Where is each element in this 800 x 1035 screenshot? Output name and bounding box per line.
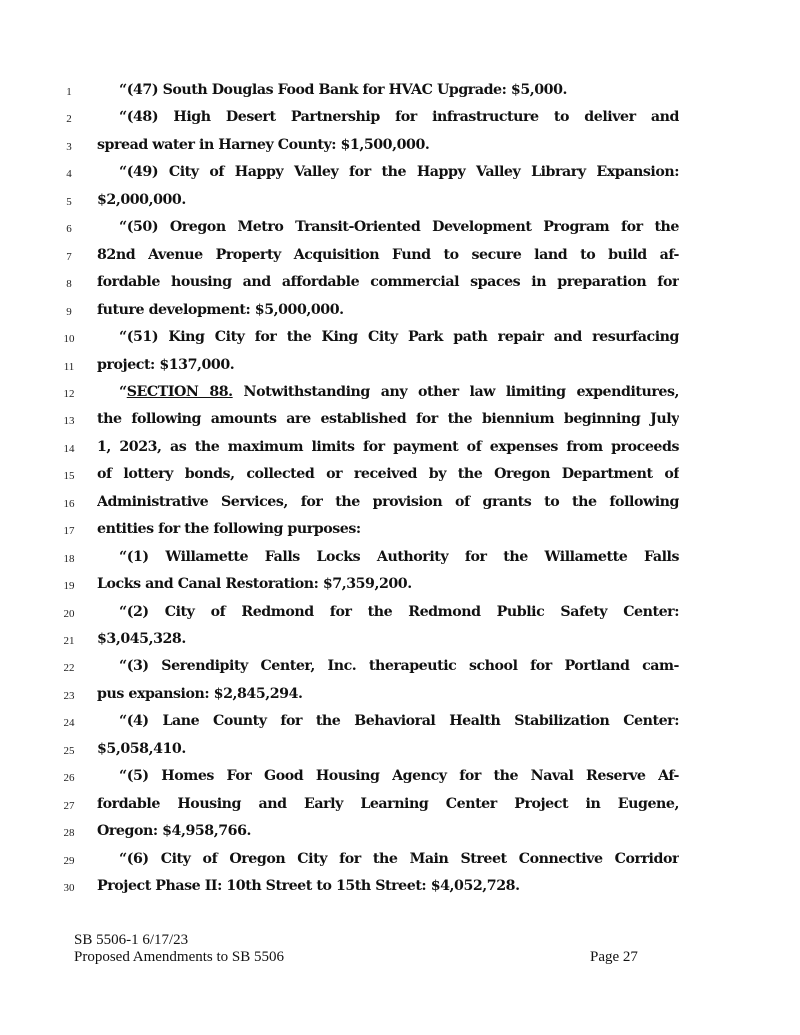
- line-number: 15: [63, 470, 75, 483]
- line-text: fordable Housing and Early Learning Center Project in Eugene,: [97, 795, 679, 812]
- line-number: 14: [63, 442, 75, 455]
- line-text: “(47) South Douglas Food Bank for HVAC Upgrade: $5,000.: [119, 82, 567, 98]
- footer-page-number: Page 27: [590, 949, 638, 965]
- line-text: Project Phase II: 10th Street to 15th Street: $4,052,728.: [97, 878, 520, 895]
- open-quote: “: [119, 383, 127, 400]
- line-number: 3: [66, 140, 72, 153]
- line-number: 1: [66, 86, 72, 98]
- document-line: [0, 490, 800, 517]
- line-number: 5: [66, 195, 72, 208]
- line-text: 1, 2023, as the maximum limits for payment of expenses from proceeds: [97, 438, 679, 455]
- line-number: 24: [63, 717, 75, 730]
- line-text: the following amounts are established for the biennium beginning July: [97, 411, 679, 428]
- line-number: 6: [66, 223, 72, 236]
- line-text: “(1) Willamette Falls Locks Authority for the Willamette Falls: [119, 548, 679, 565]
- line-number: 17: [63, 525, 75, 538]
- line-text: project: $137,000.: [97, 356, 235, 373]
- line-number: 2: [66, 113, 72, 126]
- line-text: fordable housing and affordable commercial spaces in preparation for: [97, 274, 679, 291]
- document-line: [0, 572, 800, 599]
- line-number: 7: [66, 250, 72, 263]
- line-text: 82nd Avenue Property Acquisition Fund to secure land to build af-: [97, 246, 679, 263]
- line-text: Locks and Canal Restoration: $7,359,200.: [97, 576, 412, 593]
- line-number: 28: [63, 827, 75, 840]
- document-line: [0, 133, 800, 160]
- document-line: [0, 353, 800, 380]
- document-line: [0, 435, 800, 462]
- line-text: “(48) High Desert Partnership for infrastructure to deliver and: [119, 109, 679, 126]
- document-line: [0, 847, 800, 874]
- document-line: [0, 380, 800, 407]
- document-line: [0, 709, 800, 736]
- line-number: 4: [66, 168, 72, 181]
- line-number: 16: [63, 497, 75, 510]
- line-text: “(6) City of Oregon City for the Main Street Connective Corridor: [119, 850, 679, 867]
- line-number: 10: [63, 333, 75, 346]
- line-number: 25: [63, 744, 75, 757]
- footer-title: Proposed Amendments to SB 5506: [74, 949, 285, 965]
- document-line: [0, 682, 800, 709]
- line-text: of lottery bonds, collected or received by the Oregon Department of: [97, 466, 679, 483]
- section-text: Notwithstanding any other law limiting expenditures,: [232, 383, 679, 400]
- line-text: “(3) Serendipity Center, Inc. therapeutic school for Portland cam-: [119, 658, 679, 675]
- line-number: 13: [63, 415, 75, 428]
- line-number: 22: [63, 662, 75, 675]
- line-text: $3,045,328.: [97, 631, 186, 647]
- line-number: 29: [63, 854, 75, 867]
- line-text: “(4) Lane County for the Behavioral Health Stabilization Center:: [119, 713, 679, 730]
- document-line: [0, 792, 800, 819]
- line-text: entities for the following purposes:: [97, 521, 361, 538]
- document-line: [0, 270, 800, 297]
- document-line: [0, 627, 800, 654]
- document-line: [0, 654, 800, 681]
- line-number: 27: [63, 799, 75, 812]
- line-number: 21: [63, 635, 75, 647]
- document-line: [0, 462, 800, 489]
- line-text: $2,000,000.: [97, 191, 186, 208]
- line-text: “(5) Homes For Good Housing Agency for the Naval Reserve Af-: [119, 768, 679, 785]
- document-line: [0, 874, 800, 901]
- footer-bill-id: SB 5506-1 6/17/23: [74, 932, 189, 948]
- line-text: Oregon: $4,958,766.: [97, 823, 251, 840]
- line-number: 12: [63, 387, 75, 400]
- line-text: $5,058,410.: [97, 740, 186, 757]
- line-number: 9: [66, 305, 72, 318]
- document-line: [0, 78, 800, 105]
- section-heading: SECTION 88.: [126, 383, 233, 400]
- line-text: future development: $5,000,000.: [97, 301, 344, 318]
- line-text: “(2) City of Redmond for the Redmond Public Safety Center:: [119, 603, 679, 620]
- document-line: [0, 325, 800, 352]
- document-line: [0, 764, 800, 791]
- line-number: 26: [63, 772, 75, 785]
- line-text: Administrative Services, for the provision of grants to the following: [97, 493, 679, 510]
- document-line: [0, 243, 800, 270]
- document-line: [0, 517, 800, 544]
- line-text: “(50) Oregon Metro Transit-Oriented Development Program for the: [119, 219, 679, 236]
- document-line: [0, 600, 800, 627]
- document-line: [0, 545, 800, 572]
- document-line: [0, 298, 800, 325]
- line-number: 19: [63, 580, 75, 593]
- line-text: pus expansion: $2,845,294.: [97, 685, 303, 702]
- line-number: 11: [63, 360, 75, 373]
- document-line: [0, 188, 800, 215]
- line-number: 23: [63, 689, 75, 702]
- document-line: [0, 160, 800, 187]
- line-text: “(51) King City for the King City Park path repair and resurfacing: [119, 329, 679, 346]
- document-line: [0, 215, 800, 242]
- document-line: [0, 105, 800, 132]
- line-number: 30: [63, 882, 75, 895]
- line-text: spread water in Harney County: $1,500,000.: [97, 136, 430, 153]
- line-number: 18: [63, 552, 75, 565]
- line-text: “(49) City of Happy Valley for the Happy Valley Library Expansion:: [119, 164, 679, 181]
- line-number: 8: [66, 278, 72, 291]
- line-number: 20: [63, 607, 75, 620]
- document-line: [0, 407, 800, 434]
- document-line: [0, 819, 800, 846]
- line-text: [119, 381, 679, 403]
- document-line: [0, 737, 800, 764]
